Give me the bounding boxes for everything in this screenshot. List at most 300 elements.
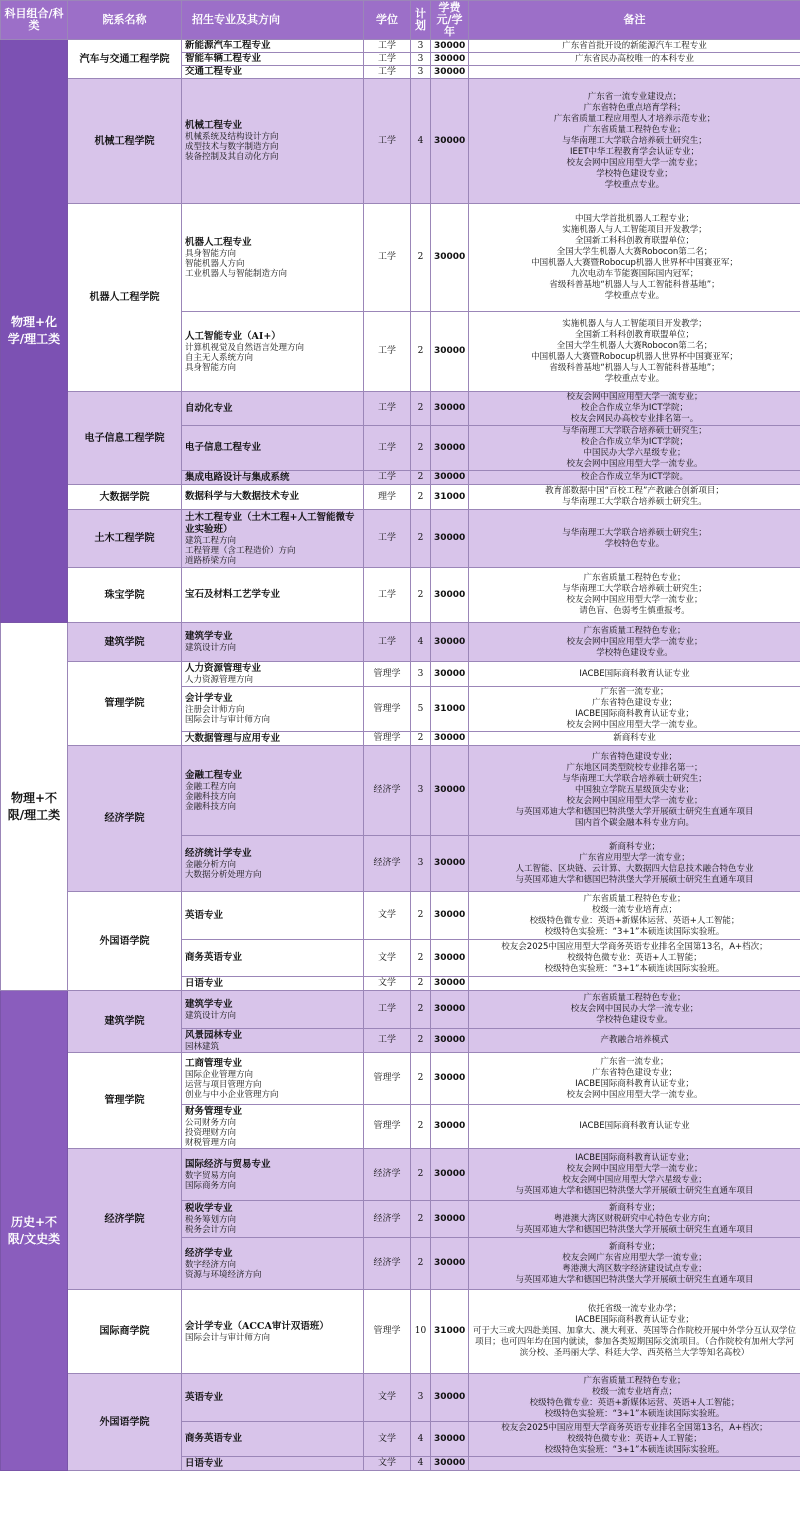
- plan-cell: 3: [411, 53, 431, 66]
- table-row: [1, 79, 800, 204]
- table-row: [1, 892, 800, 940]
- fee-cell: 30000: [431, 204, 469, 312]
- note-line: 教育部数据中国“百校工程”产教融合创新项目；: [545, 486, 724, 496]
- major-name: 国际经济与贸易专业: [185, 1158, 271, 1170]
- major-name: 机械工程专业: [185, 120, 243, 131]
- major-name: 大数据管理与应用专业: [185, 732, 281, 744]
- note-line: 新商科专业: [613, 733, 656, 743]
- note-line: 广东省质量工程特色专业；: [583, 1375, 686, 1386]
- note-line: 校企合作成立华为ICT学院；: [580, 437, 689, 447]
- plan-cell: 2: [411, 392, 431, 426]
- plan-cell: 4: [411, 79, 431, 204]
- table-row: [1, 746, 800, 836]
- note-line: 广东省质量工程特色专业；: [583, 625, 686, 636]
- plan-cell: 3: [411, 746, 431, 836]
- major-direction: 国际商务方向: [185, 1180, 237, 1191]
- note-line: 广东省一流专业；: [600, 687, 669, 697]
- note-line: 依托省级一流专业办学；: [587, 1304, 682, 1314]
- college-cell: 建筑学院: [68, 623, 182, 662]
- major-cell: [182, 623, 364, 662]
- fee-cell: 31000: [431, 485, 469, 510]
- plan-cell: 2: [411, 892, 431, 940]
- plan-cell: 2: [411, 1105, 431, 1149]
- category-cell: 物理+不限/理工类: [1, 623, 68, 991]
- major-direction: 建筑设计方向: [185, 1010, 237, 1021]
- fee-cell: 30000: [431, 662, 469, 687]
- plan-cell: 2: [411, 485, 431, 510]
- note-line: 校友会网广东省应用型大学一流专业；: [562, 1252, 707, 1263]
- fee-cell: 30000: [431, 1201, 469, 1238]
- note-line: 产教融合培养模式: [600, 1035, 669, 1045]
- degree-cell: 管理学: [364, 662, 411, 687]
- note-cell: [469, 485, 800, 510]
- table-body: [1, 40, 800, 1471]
- major-direction: 大数据分析处理方向: [185, 869, 262, 880]
- note-cell: [469, 568, 800, 623]
- major-name: 人工智能专业（AI+）: [185, 330, 281, 342]
- note-cell: [469, 1290, 800, 1374]
- plan-cell: 2: [411, 991, 431, 1029]
- fee-cell: 30000: [431, 732, 469, 746]
- major-direction: 国际会计与审计师方向: [185, 1332, 271, 1343]
- fee-cell: 30000: [431, 1374, 469, 1422]
- note-cell: [469, 1201, 800, 1238]
- note-line: 校友会网中国应用型大学一流专业；: [566, 796, 703, 806]
- major-name: 会计学专业（ACCA审计双语班）: [185, 1320, 329, 1332]
- note-line: 广东省特色建设专业；: [591, 752, 677, 762]
- note-cell: [469, 40, 800, 53]
- note-line: 与华南理工大学联合培养硕士研究生；: [562, 426, 707, 436]
- note-line: 校友会网中国应用型大学一流专业；: [566, 1163, 703, 1174]
- major-cell: [182, 204, 364, 312]
- college-cell: 经济学院: [68, 1149, 182, 1290]
- note-line: 校企合作成立华为ICT学院。: [580, 472, 689, 482]
- major-direction: 金融科技方向: [185, 801, 237, 812]
- degree-cell: 工学: [364, 991, 411, 1029]
- note-line: 省级科普基地“机器人与人工智能科普基地”；: [549, 279, 720, 290]
- major-direction: 国际会计与审计师方向: [185, 715, 271, 725]
- note-line: 校级特色实验班：“3+1”本硕连读国际实验班。: [544, 1444, 725, 1455]
- note-line: 校友会网中国应用型大学六星级专业；: [562, 1174, 707, 1185]
- note-line: 学校特色建设专业。: [596, 647, 673, 658]
- plan-cell: 3: [411, 40, 431, 53]
- major-cell: [182, 732, 364, 746]
- note-line: 校友会网民办高校专业排名第一。: [570, 414, 699, 424]
- note-cell: [469, 991, 800, 1029]
- degree-cell: 经济学: [364, 1149, 411, 1201]
- major-direction: 工程管理（含工程造价）方向: [185, 545, 296, 556]
- note-line: 校级特色微专业：英语+新媒体运营、英语+人工智能；: [529, 915, 740, 926]
- note-line: 学校重点专业。: [604, 373, 665, 384]
- major-name: 英语专业: [185, 1391, 224, 1403]
- major-direction: 道路桥梁方向: [185, 555, 237, 566]
- fee-cell: 30000: [431, 623, 469, 662]
- major-direction: 工业机器人与智能制造方向: [185, 268, 288, 279]
- major-cell: [182, 392, 364, 426]
- note-line: 请色盲、色弱考生慎重报考。: [579, 606, 690, 616]
- college-cell: 外国语学院: [68, 1374, 182, 1471]
- note-line: 学校特色建设专业；: [596, 168, 673, 179]
- degree-cell: 管理学: [364, 1053, 411, 1105]
- major-direction: 公司财务方向: [185, 1117, 237, 1128]
- major-cell: [182, 892, 364, 940]
- category-cell: 物理+化学/理工类: [1, 40, 68, 623]
- header-note: 备注: [469, 1, 800, 40]
- major-cell: [182, 977, 364, 991]
- plan-cell: 2: [411, 940, 431, 977]
- note-cell: [469, 79, 800, 204]
- fee-cell: 31000: [431, 687, 469, 732]
- major-name: 数据科学与大数据技术专业: [185, 491, 300, 502]
- category-cell: 历史+不限/文史类: [1, 991, 68, 1471]
- major-cell: [182, 1422, 364, 1457]
- note-cell: [469, 1053, 800, 1105]
- degree-cell: 工学: [364, 66, 411, 79]
- note-line: 与英国邓迪大学和德国巴特洪堡大学开展硕士研究生直通车项目: [515, 1185, 754, 1196]
- plan-cell: 2: [411, 1201, 431, 1238]
- major-direction: 建筑工程方向: [185, 535, 237, 546]
- note-line: 广东省质量工程特色专业；: [583, 124, 686, 135]
- major-cell: [182, 426, 364, 471]
- note-line: 校友会网中国民办大学一流专业；: [570, 1004, 699, 1014]
- note-cell: [469, 1422, 800, 1457]
- fee-cell: 30000: [431, 991, 469, 1029]
- note-line: 全国大学生机器人大赛Robocon第二名；: [556, 340, 713, 351]
- note-cell: [469, 836, 800, 892]
- fee-cell: 30000: [431, 1238, 469, 1290]
- note-line: 校企合作成立华为ICT学院；: [580, 403, 689, 413]
- plan-cell: 3: [411, 836, 431, 892]
- degree-cell: 工学: [364, 312, 411, 392]
- fee-cell: 30000: [431, 1053, 469, 1105]
- major-name: 金融工程专业: [185, 769, 243, 781]
- degree-cell: 工学: [364, 204, 411, 312]
- degree-cell: 经济学: [364, 746, 411, 836]
- note-cell: [469, 1029, 800, 1053]
- table-row: [1, 40, 800, 53]
- note-line: 校级特色微专业：英语+新媒体运营、英语+人工智能；: [529, 1397, 740, 1408]
- major-cell: [182, 1238, 364, 1290]
- major-cell: [182, 991, 364, 1029]
- note-line: IACBE国际商科教育认证专业: [579, 1121, 690, 1131]
- major-direction: 税务会计方向: [185, 1225, 237, 1235]
- plan-cell: 4: [411, 623, 431, 662]
- plan-cell: 2: [411, 732, 431, 746]
- major-name: 集成电路设计与集成系统: [185, 471, 290, 483]
- college-cell: 汽车与交通工程学院: [68, 40, 182, 79]
- note-line: 与华南理工大学联合培养硕士研究生；: [562, 584, 707, 594]
- note-line: 新商科专业；: [608, 1241, 660, 1252]
- degree-cell: 管理学: [364, 732, 411, 746]
- note-line: 广东省质量工程特色专业；: [583, 993, 686, 1003]
- note-line: 校友会网中国应用型大学一流专业。: [566, 720, 703, 730]
- fee-cell: 30000: [431, 53, 469, 66]
- fee-cell: 30000: [431, 940, 469, 977]
- header-plan: 计划: [411, 1, 431, 40]
- table-row: [1, 485, 800, 510]
- note-line: 校级特色微专业：英语+人工智能；: [567, 952, 702, 963]
- major-name: 商务英语专业: [185, 952, 243, 963]
- note-line: 全国新工科科创教育联盟单位；: [574, 329, 694, 340]
- note-cell: [469, 1149, 800, 1201]
- degree-cell: 文学: [364, 940, 411, 977]
- plan-cell: 3: [411, 66, 431, 79]
- college-cell: 国际商学院: [68, 1290, 182, 1374]
- header-fee: 学费元/学年: [431, 1, 469, 40]
- note-cell: [469, 426, 800, 471]
- plan-cell: 2: [411, 426, 431, 471]
- degree-cell: 文学: [364, 892, 411, 940]
- header-major: 招生专业及其方向: [182, 1, 364, 40]
- note-cell: [469, 977, 800, 991]
- fee-cell: 30000: [431, 66, 469, 79]
- fee-cell: 30000: [431, 510, 469, 568]
- major-name: 建筑学专业: [185, 631, 233, 642]
- major-cell: [182, 568, 364, 623]
- note-line: 全国新工科科创教育联盟单位；: [574, 235, 694, 246]
- note-line: 校友会网中国应用型大学一流专业；: [566, 157, 703, 168]
- note-line: 校级一流专业培育点；: [591, 904, 677, 915]
- note-cell: [469, 623, 800, 662]
- note-line: 人工智能、区块链、云计算、大数据四大信息技术融合特色专业: [515, 863, 754, 874]
- fee-cell: 30000: [431, 568, 469, 623]
- note-line: IACBE国际商科教育认证专业；: [575, 1152, 694, 1163]
- note-line: 校级一流专业培育点；: [591, 1386, 677, 1397]
- major-direction: 金融工程方向: [185, 781, 237, 792]
- degree-cell: 工学: [364, 568, 411, 623]
- fee-cell: 30000: [431, 1105, 469, 1149]
- major-name: 财务管理专业: [185, 1105, 243, 1117]
- note-cell: [469, 204, 800, 312]
- major-cell: [182, 510, 364, 568]
- note-line: 广东省质量工程应用型人才培养示范专业；: [553, 113, 716, 124]
- major-cell: [182, 66, 364, 79]
- major-name: 机器人工程专业: [185, 236, 252, 248]
- degree-cell: 工学: [364, 53, 411, 66]
- degree-cell: 文学: [364, 1457, 411, 1471]
- major-cell: [182, 1290, 364, 1374]
- fee-cell: 30000: [431, 392, 469, 426]
- note-line: 广东省一流专业；: [600, 1056, 669, 1067]
- major-name: 税收学专业: [185, 1203, 233, 1214]
- major-direction: 注册会计师方向: [185, 705, 245, 715]
- table-row: [1, 991, 800, 1029]
- table-row: [1, 1290, 800, 1374]
- fee-cell: 30000: [431, 79, 469, 204]
- note-line: 广东省质量工程特色专业；: [583, 573, 686, 583]
- table-row: [1, 1053, 800, 1105]
- major-cell: [182, 1457, 364, 1471]
- header-degree: 学位: [364, 1, 411, 40]
- plan-cell: 2: [411, 510, 431, 568]
- note-line: 校友会网中国应用型大学一流专业；: [566, 392, 703, 402]
- college-cell: 电子信息工程学院: [68, 392, 182, 485]
- major-name: 工商管理专业: [185, 1057, 243, 1069]
- fee-cell: 30000: [431, 892, 469, 940]
- note-line: 校级特色实验班：“3+1”本硕连读国际实验班。: [544, 963, 725, 974]
- major-name: 宝石及材料工艺学专业: [185, 589, 281, 600]
- note-line: IEET中华工程教育学会认证专业；: [570, 146, 699, 157]
- note-line: 与英国邓迪大学和德国巴特洪堡大学开展硕士研究生直通车项目: [515, 1274, 754, 1285]
- degree-cell: 工学: [364, 510, 411, 568]
- major-name: 风景园林专业: [185, 1029, 243, 1041]
- college-cell: 珠宝学院: [68, 568, 182, 623]
- table-row: [1, 1149, 800, 1201]
- table-row: [1, 662, 800, 687]
- note-line: 校友会2025中国应用型大学商务英语专业排名全国第13名，A+档次；: [501, 1422, 768, 1433]
- major-direction: 机械系统及结构设计方向: [185, 132, 279, 142]
- note-cell: [469, 892, 800, 940]
- degree-cell: 经济学: [364, 1238, 411, 1290]
- major-direction: 具身智能方向: [185, 362, 237, 373]
- major-name: 人力资源管理专业: [185, 663, 262, 674]
- table-row: [1, 204, 800, 312]
- note-cell: [469, 746, 800, 836]
- plan-cell: 5: [411, 687, 431, 732]
- note-cell: [469, 1238, 800, 1290]
- fee-cell: 30000: [431, 1029, 469, 1053]
- major-direction: 运营与项目管理方向: [185, 1079, 262, 1090]
- note-line: 学校重点专业。: [604, 179, 665, 190]
- degree-cell: 管理学: [364, 1290, 411, 1374]
- major-cell: [182, 79, 364, 204]
- plan-cell: 2: [411, 1029, 431, 1053]
- note-line: 广东省质量工程特色专业；: [583, 893, 686, 904]
- college-cell: 建筑学院: [68, 991, 182, 1053]
- major-direction: 数字贸易方向: [185, 1170, 237, 1181]
- note-line: 校友会网中国应用型大学一流专业。: [566, 1089, 703, 1100]
- fee-cell: 30000: [431, 1149, 469, 1201]
- note-line: IACBE国际商科教育认证专业；: [575, 1078, 694, 1089]
- table-row: [1, 623, 800, 662]
- header-row: [1, 1, 800, 40]
- fee-cell: 30000: [431, 426, 469, 471]
- fee-cell: 30000: [431, 1457, 469, 1471]
- note-line: 校友会2025中国应用型大学商务英语专业排名全国第13名，A+档次；: [501, 941, 768, 952]
- plan-cell: 2: [411, 1238, 431, 1290]
- major-cell: [182, 53, 364, 66]
- major-cell: [182, 471, 364, 485]
- major-direction: 金融科技方向: [185, 791, 237, 802]
- note-line: 全国大学生机器人大赛Robocon第二名；: [556, 246, 713, 257]
- note-line: 校级特色实验班：“3+1”本硕连读国际实验班。: [544, 1408, 725, 1419]
- major-cell: [182, 662, 364, 687]
- note-line: 省级科普基地“机器人与人工智能科普基地”；: [549, 362, 720, 373]
- note-line: 广东省特色重点培育学科；: [583, 102, 686, 113]
- note-cell: [469, 392, 800, 426]
- major-cell: [182, 485, 364, 510]
- major-direction: 装备控制及其自动化方向: [185, 152, 279, 162]
- note-line: 校友会网中国应用型大学一流专业；: [566, 595, 703, 605]
- college-cell: 管理学院: [68, 1053, 182, 1149]
- major-direction: 园林建筑: [185, 1041, 220, 1052]
- header-category: 科目组合/科类: [1, 1, 68, 40]
- fee-cell: 30000: [431, 312, 469, 392]
- major-name: 电子信息工程专业: [185, 442, 262, 453]
- college-cell: 土木工程学院: [68, 510, 182, 568]
- college-cell: 机械工程学院: [68, 79, 182, 204]
- major-direction: 国际企业管理方向: [185, 1069, 254, 1080]
- major-cell: [182, 1053, 364, 1105]
- note-cell: [469, 940, 800, 977]
- college-cell: 外国语学院: [68, 892, 182, 991]
- degree-cell: 理学: [364, 485, 411, 510]
- plan-cell: 2: [411, 568, 431, 623]
- major-cell: [182, 1105, 364, 1149]
- plan-cell: 2: [411, 1149, 431, 1201]
- college-cell: 机器人工程学院: [68, 204, 182, 392]
- note-cell: [469, 53, 800, 66]
- major-name: 自动化专业: [185, 402, 233, 414]
- note-line: 校级特色实验班：“3+1”本硕连读国际实验班。: [544, 926, 725, 937]
- note-cell: [469, 510, 800, 568]
- plan-cell: 2: [411, 471, 431, 485]
- table-row: [1, 1374, 800, 1422]
- major-direction: 建筑设计方向: [185, 643, 237, 653]
- note-line: 中国大学首批机器人工程专业；: [574, 213, 694, 224]
- major-name: 会计学专业: [185, 693, 233, 704]
- note-line: 可于大三或大四赴美国、加拿大、澳大利亚、英国等合作院校开展中外学分互认双学位项目；也可四年均在国内就读，参加各类短期国际交流项目。（合作院校有加州大学河滨分校、圣玛丽大学、科廷大学、西英格兰大学等知名高校）: [472, 1326, 796, 1358]
- major-direction: 投资理财方向: [185, 1127, 237, 1138]
- note-line: 广东省民办高校唯一的本科专业: [574, 53, 694, 64]
- degree-cell: 管理学: [364, 1105, 411, 1149]
- note-cell: [469, 66, 800, 79]
- note-cell: [469, 1457, 800, 1471]
- degree-cell: 工学: [364, 392, 411, 426]
- major-name: 经济学专业: [185, 1247, 233, 1259]
- college-cell: 大数据学院: [68, 485, 182, 510]
- major-name: 新能源汽车工程专业: [185, 40, 271, 51]
- note-line: 新商科专业；: [608, 1202, 660, 1213]
- major-name: 智能车辆工程专业: [185, 53, 262, 64]
- degree-cell: 工学: [364, 1029, 411, 1053]
- major-name: 商务英语专业: [185, 1433, 243, 1444]
- note-line: 广东省应用型大学一流专业；: [579, 852, 690, 863]
- major-direction: 自主无人系统方向: [185, 352, 254, 363]
- degree-cell: 文学: [364, 1422, 411, 1457]
- major-name: 日语专业: [185, 1457, 224, 1469]
- plan-cell: 2: [411, 312, 431, 392]
- major-direction: 税务筹划方向: [185, 1215, 237, 1225]
- table-row: [1, 392, 800, 426]
- major-direction: 资源与环境经济方向: [185, 1269, 262, 1280]
- major-name: 日语专业: [185, 977, 224, 989]
- plan-cell: 2: [411, 204, 431, 312]
- plan-cell: 3: [411, 1374, 431, 1422]
- degree-cell: 管理学: [364, 687, 411, 732]
- major-direction: 数字经济方向: [185, 1259, 237, 1270]
- note-cell: [469, 1374, 800, 1422]
- major-cell: [182, 836, 364, 892]
- major-cell: [182, 40, 364, 53]
- major-direction: 智能机器人方向: [185, 258, 245, 269]
- major-name: 英语专业: [185, 909, 224, 921]
- plan-cell: 10: [411, 1290, 431, 1374]
- degree-cell: 工学: [364, 79, 411, 204]
- major-direction: 人力资源管理方向: [185, 675, 254, 685]
- note-line: 与华南理工大学联合培养硕士研究生；: [562, 527, 707, 538]
- note-line: 与英国邓迪大学和德国巴特洪堡大学开展硕士研究生直通车项目: [515, 874, 754, 885]
- note-line: 中国独立学院五星级顶尖专业；: [574, 785, 694, 795]
- note-line: 中国机器人大赛暨Robocup机器人世界杯中国赛亚军；: [531, 257, 738, 268]
- plan-cell: 4: [411, 1422, 431, 1457]
- note-line: 广东地区同类型院校专业排名第一；: [566, 763, 703, 773]
- degree-cell: 文学: [364, 977, 411, 991]
- note-line: 国内首个碳金融本科专业方向。: [574, 818, 694, 828]
- fee-cell: 31000: [431, 1290, 469, 1374]
- degree-cell: 经济学: [364, 836, 411, 892]
- major-name: 交通工程专业: [185, 66, 243, 77]
